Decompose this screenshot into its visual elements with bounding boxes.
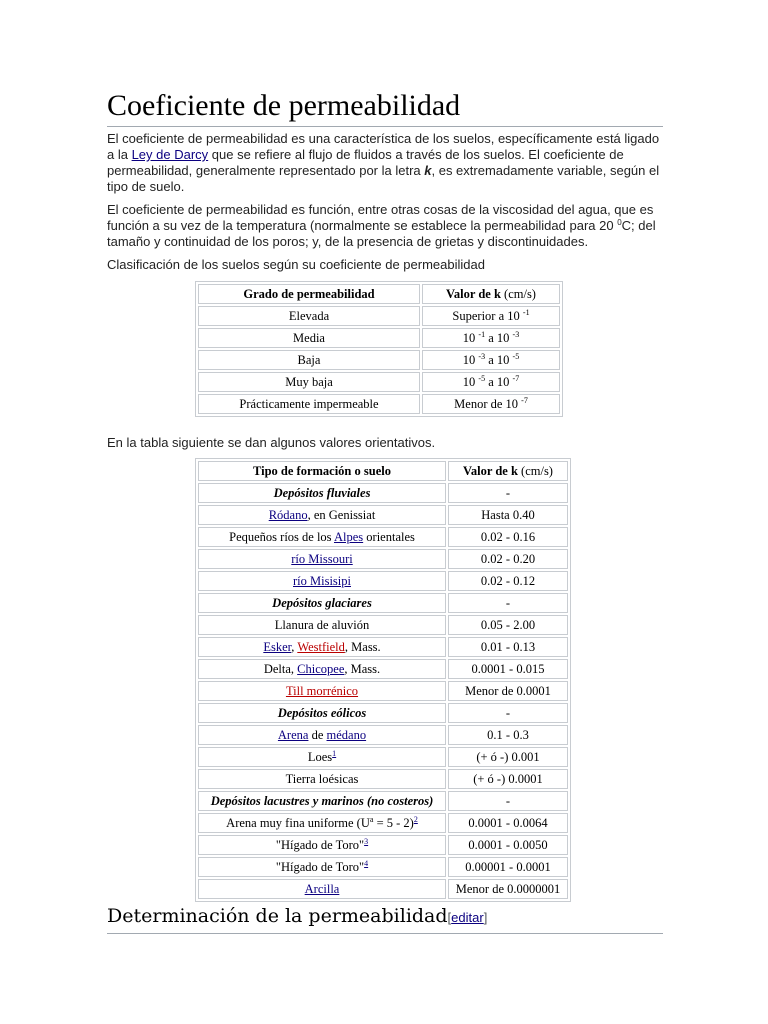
text: Llanura de aluvión — [274, 618, 370, 632]
table-row — [198, 769, 568, 789]
cell-value: 0.0001 - 0.0064 — [448, 813, 568, 833]
edit-link[interactable]: editar — [451, 910, 484, 925]
text: 10 — [462, 375, 479, 389]
text: , en Genissiat — [307, 508, 376, 522]
text: 10 — [462, 331, 479, 345]
col-header-valor — [422, 284, 560, 304]
text: a 10 — [485, 375, 513, 389]
cell-grade: Baja — [198, 350, 420, 370]
text: El coeficiente de permeabilidad es función, entre otras cosas de la viscosidad del agua, que es función a su vez de la temperatura (normalmente se establece la permeabilidad para 20 — [107, 202, 654, 233]
cell-formation — [198, 725, 446, 745]
wiki-link[interactable]: Arena — [277, 728, 309, 742]
text: Loes — [307, 750, 333, 764]
intro-paragraph-1 — [107, 131, 667, 195]
cell-value: - — [448, 791, 568, 811]
cell-formation — [198, 615, 446, 635]
col-header-grado: Grado de permeabilidad — [198, 284, 420, 304]
wiki-link[interactable]: Alpes — [333, 530, 364, 544]
bracket: ] — [483, 910, 488, 925]
cell-value: (+ ó -) 0.001 — [448, 747, 568, 767]
table-row — [198, 350, 560, 370]
exponent: -7 — [512, 374, 520, 383]
cell-value: 0.01 - 0.13 — [448, 637, 568, 657]
degree-sup: 0 — [617, 218, 622, 227]
table-row — [198, 857, 568, 877]
exponent: -3 — [512, 330, 520, 339]
cell-value: - — [448, 483, 568, 503]
cell-formation — [198, 813, 446, 833]
cell-formation — [198, 571, 446, 591]
table-row — [198, 637, 568, 657]
cell-value: - — [448, 593, 568, 613]
table-header-row — [198, 461, 568, 481]
table-row — [198, 725, 568, 745]
cell-formation — [198, 637, 446, 657]
cell-formation — [198, 527, 446, 547]
redlink[interactable]: Till morrénico — [285, 684, 359, 698]
cell-value: (+ ó -) 0.0001 — [448, 769, 568, 789]
wiki-link[interactable]: Arcilla — [304, 882, 340, 896]
table1-caption: Clasificación de los suelos según su coeficiente de permeabilidad — [107, 257, 485, 272]
table-row — [198, 571, 568, 591]
exponent: -3 — [478, 352, 486, 361]
text: Superior a 10 — [452, 309, 523, 323]
table-row — [198, 527, 568, 547]
cell-formation — [198, 681, 446, 701]
text: = 5 - 2) — [373, 816, 414, 830]
text: a 10 — [485, 353, 513, 367]
text: Menor de 10 — [454, 397, 522, 411]
exponent: -1 — [522, 308, 530, 317]
superscript: a — [369, 815, 374, 824]
reference-sup[interactable] — [364, 837, 368, 846]
text: Tierra loésicas — [285, 772, 359, 786]
cell-formation — [198, 835, 446, 855]
table-row — [198, 615, 568, 635]
cell-formation — [198, 879, 446, 899]
cell-grade: Prácticamente impermeable — [198, 394, 420, 414]
table-row — [198, 813, 568, 833]
cell-value: Menor de 0.0000001 — [448, 879, 568, 899]
table-row — [198, 879, 568, 899]
text: Pequeños ríos de los — [229, 530, 334, 544]
cell-value: 0.02 - 0.20 — [448, 549, 568, 569]
text: Valor de k — [446, 287, 501, 301]
reference-link[interactable]: 4 — [364, 859, 369, 868]
reference-sup[interactable] — [364, 859, 368, 868]
table-row — [198, 549, 568, 569]
wiki-link[interactable]: Chicopee — [297, 662, 345, 676]
text: , — [291, 640, 298, 654]
col-header-valor — [448, 461, 568, 481]
table-row — [198, 593, 568, 613]
exponent: -5 — [512, 352, 520, 361]
redlink[interactable]: Westfield — [297, 640, 345, 654]
cell-value — [422, 394, 560, 414]
text: El coeficiente de permeabilidad es una característica de los suelos, específicamente está ligado a la — [107, 131, 660, 162]
section-title: Determinación de la permeabilidad — [107, 905, 448, 927]
table-header-row — [198, 284, 560, 304]
text: , Mass. — [344, 640, 381, 654]
cell-value: 0.1 - 0.3 — [448, 725, 568, 745]
text: (cm/s) — [500, 287, 536, 301]
cell-value: 0.0001 - 0.0050 — [448, 835, 568, 855]
text: , es extremadamente variable, según el tipo de suelo. — [107, 163, 660, 194]
cell-value: 0.00001 - 0.0001 — [448, 857, 568, 877]
cell-grade: Elevada — [198, 306, 420, 326]
cell-grade: Muy baja — [198, 372, 420, 392]
wiki-link[interactable]: Esker — [263, 640, 292, 654]
cell-section-heading: Depósitos glaciares — [198, 593, 446, 613]
text: que se refiere al flujo de fluidos a través de los suelos. El coeficiente de permeabilidad, generalmente representado por la letra — [107, 147, 624, 178]
reference-link[interactable]: 2 — [413, 815, 418, 824]
cell-section-heading: Depósitos fluviales — [198, 483, 446, 503]
cell-value: 0.02 - 0.12 — [448, 571, 568, 591]
reference-link[interactable]: 1 — [332, 749, 337, 758]
text: "Hígado de Toro" — [275, 860, 365, 874]
table2-caption: En la tabla siguiente se dan algunos valores orientativos. — [107, 435, 436, 450]
intro-paragraph-2 — [107, 202, 667, 250]
table-row — [198, 681, 568, 701]
cell-formation — [198, 747, 446, 767]
table-row — [198, 394, 560, 414]
section-heading-determinacion — [107, 904, 663, 934]
text: de — [308, 728, 327, 742]
text: , Mass. — [344, 662, 381, 676]
reference-link[interactable]: 3 — [364, 837, 369, 846]
col-header-tipo: Tipo de formación o suelo — [198, 461, 446, 481]
cell-formation — [198, 659, 446, 679]
exponent: -7 — [521, 396, 528, 405]
cell-section-heading: Depósitos eólicos — [198, 703, 446, 723]
cell-value: 0.02 - 0.16 — [448, 527, 568, 547]
cell-value: Menor de 0.0001 — [448, 681, 568, 701]
table-row — [198, 747, 568, 767]
permeability-grade-table — [195, 281, 563, 417]
cell-value — [422, 372, 560, 392]
cell-value: 0.0001 - 0.015 — [448, 659, 568, 679]
wiki-link[interactable]: río Misisipi — [293, 574, 351, 588]
text: Valor de k — [463, 464, 518, 478]
table-row — [198, 659, 568, 679]
table-row — [198, 306, 560, 326]
cell-formation — [198, 549, 446, 569]
text: C; del tamaño y continuidad de los poros; y, de la presencia de grietas y discontinuidades. — [107, 218, 656, 249]
table-row — [198, 483, 568, 503]
text: 10 — [462, 353, 479, 367]
page-title: Coeficiente de permeabilidad — [107, 88, 663, 127]
text: a 10 — [485, 331, 513, 345]
cell-value — [422, 328, 560, 348]
table-row — [198, 703, 568, 723]
cell-section-heading: Depósitos lacustres y marinos (no costeros) — [198, 791, 446, 811]
cell-value: - — [448, 703, 568, 723]
letter-k: k — [424, 163, 432, 178]
edit-section — [448, 910, 488, 925]
text: (cm/s) — [517, 464, 553, 478]
text: orientales — [363, 530, 415, 544]
reference-sup[interactable] — [414, 815, 418, 824]
link-ley-de-darcy[interactable]: Ley de Darcy — [131, 147, 209, 162]
wiki-link[interactable]: Ródano — [268, 508, 308, 522]
table-row — [198, 835, 568, 855]
cell-value — [422, 306, 560, 326]
reference-sup[interactable] — [332, 749, 336, 758]
table-row — [198, 372, 560, 392]
cell-formation — [198, 857, 446, 877]
text: "Hígado de Toro" — [275, 838, 365, 852]
text: Arena muy fina uniforme (U — [226, 816, 370, 830]
wiki-link[interactable]: río Missouri — [291, 552, 353, 566]
cell-value: Hasta 0.40 — [448, 505, 568, 525]
cell-formation — [198, 505, 446, 525]
bracket: [ — [447, 910, 452, 925]
wiki-link[interactable]: médano — [326, 728, 367, 742]
formation-values-table — [195, 458, 571, 902]
cell-value — [422, 350, 560, 370]
exponent: -5 — [478, 374, 486, 383]
cell-formation — [198, 769, 446, 789]
text: Delta, — [263, 662, 298, 676]
cell-grade: Media — [198, 328, 420, 348]
exponent: -1 — [478, 330, 486, 339]
table-row — [198, 791, 568, 811]
table-row — [198, 505, 568, 525]
cell-value: 0.05 - 2.00 — [448, 615, 568, 635]
table-row — [198, 328, 560, 348]
